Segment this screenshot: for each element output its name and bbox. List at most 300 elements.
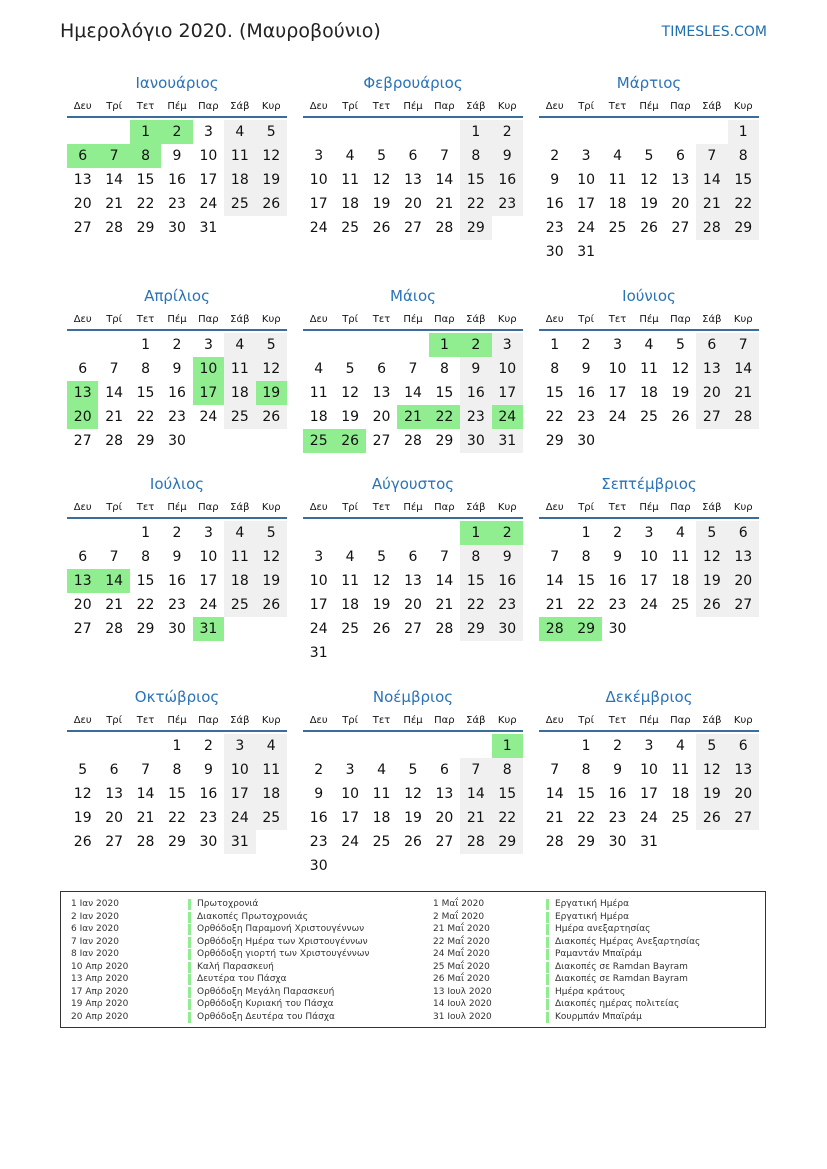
month-block — [539, 285, 759, 453]
day-cell: 30 — [168, 433, 186, 449]
weekday-label: Τετ — [136, 101, 155, 112]
day-cell: 24 — [199, 196, 218, 212]
month-block — [67, 473, 287, 641]
day-cell: 11 — [671, 762, 690, 778]
day-grid — [539, 734, 759, 854]
day-cell: 16 — [168, 385, 186, 401]
weekday-label: Τετ — [608, 715, 627, 726]
month-name: Φεβρουάριος — [363, 74, 463, 92]
day-cell: 31 — [199, 220, 218, 236]
holiday-day-cell: 24 — [492, 405, 523, 429]
day-cell: 25 — [224, 405, 255, 429]
weekday-label: Σάβ — [230, 502, 250, 513]
day-cell: 10 — [492, 357, 523, 381]
day-cell: 14 — [545, 573, 564, 589]
weekday-header — [539, 712, 759, 732]
day-cell: 23 — [608, 810, 627, 826]
weekday-label: Τρί — [578, 715, 595, 726]
holiday-name: Καλή Παρασκευή — [197, 961, 274, 972]
weekday-label: Σάβ — [702, 101, 722, 112]
day-cell: 6 — [408, 549, 418, 565]
weekday-label: Τρί — [342, 314, 359, 325]
day-cell: 6 — [728, 521, 759, 545]
day-cell: 16 — [577, 385, 596, 401]
day-cell: 8 — [460, 144, 491, 168]
weekday-label: Τετ — [136, 502, 155, 513]
day-cell: 6 — [439, 762, 449, 778]
day-cell: 17 — [224, 782, 255, 806]
holiday-date: 24 Μαΐ 2020 — [433, 949, 490, 959]
day-cell: 20 — [404, 196, 422, 212]
day-cell: 7 — [728, 333, 759, 357]
day-cell: 23 — [492, 593, 523, 617]
day-cell: 29 — [577, 834, 596, 850]
empty-cell — [67, 333, 98, 357]
day-cell: 27 — [404, 621, 422, 637]
day-cell: 28 — [105, 433, 124, 449]
holiday-list — [60, 891, 766, 1028]
day-cell: 24 — [640, 810, 658, 826]
day-cell: 29 — [728, 216, 759, 240]
month-block — [303, 285, 523, 453]
weekday-label: Παρ — [198, 715, 219, 726]
empty-cell — [67, 734, 98, 758]
weekday-header — [539, 499, 759, 519]
day-cell: 3 — [644, 525, 654, 541]
holiday-day-cell: 1 — [460, 521, 491, 545]
day-cell: 11 — [640, 361, 658, 377]
day-cell: 15 — [168, 786, 186, 802]
day-cell: 4 — [314, 361, 324, 377]
holiday-marker — [546, 912, 549, 923]
day-cell: 5 — [256, 521, 287, 545]
weekday-label: Πέμ — [403, 101, 423, 112]
day-cell: 8 — [439, 361, 449, 377]
weekday-label: Τετ — [136, 314, 155, 325]
day-cell: 21 — [136, 810, 155, 826]
day-cell: 10 — [199, 148, 218, 164]
holiday-date: 31 Ιουλ 2020 — [433, 1011, 492, 1022]
weekday-label: Σάβ — [466, 101, 486, 112]
holiday-day-cell: 6 — [67, 144, 98, 168]
day-cell: 20 — [105, 810, 124, 826]
day-cell: 15 — [435, 385, 454, 401]
day-cell: 2 — [203, 738, 213, 754]
holiday-marker — [188, 949, 191, 960]
day-cell: 31 — [577, 244, 596, 260]
day-cell: 3 — [345, 762, 355, 778]
weekday-label: Τετ — [372, 715, 391, 726]
day-cell: 9 — [460, 357, 491, 381]
day-cell: 19 — [696, 569, 727, 593]
day-cell: 23 — [168, 196, 186, 212]
empty-cell — [334, 120, 365, 144]
day-cell: 20 — [435, 810, 454, 826]
empty-cell — [366, 734, 397, 758]
day-cell: 9 — [613, 549, 623, 565]
site-link[interactable]: TIMESLES.COM — [661, 24, 767, 40]
holiday-marker — [546, 962, 549, 973]
day-cell: 22 — [168, 810, 186, 826]
holiday-date: 14 Ιουλ 2020 — [433, 999, 492, 1009]
weekday-label: Δευ — [309, 101, 328, 112]
month-name: Απρίλιος — [144, 287, 210, 305]
day-cell: 22 — [136, 196, 155, 212]
day-cell: 24 — [309, 220, 328, 236]
holiday-day-cell: 19 — [256, 381, 287, 405]
empty-cell — [570, 120, 601, 144]
day-cell: 1 — [141, 525, 151, 541]
day-cell: 28 — [105, 621, 124, 637]
weekday-label: Παρ — [434, 715, 455, 726]
holiday-name: Εργατική Ημέρα — [555, 899, 629, 909]
day-cell: 28 — [404, 433, 422, 449]
day-cell: 17 — [199, 573, 218, 589]
day-cell: 14 — [105, 172, 124, 188]
day-cell: 5 — [696, 734, 727, 758]
weekday-label: Τρί — [106, 715, 123, 726]
day-cell: 5 — [408, 762, 418, 778]
holiday-name: Διακοπές Πρωτοχρονιάς — [197, 911, 309, 922]
day-cell: 22 — [492, 806, 523, 830]
weekday-label: Κυρ — [497, 502, 517, 513]
holiday-marker — [546, 987, 549, 998]
weekday-label: Τετ — [608, 314, 627, 325]
day-cell: 30 — [608, 621, 627, 637]
day-cell: 4 — [644, 337, 654, 353]
day-cell: 21 — [728, 381, 759, 405]
day-cell: 21 — [105, 597, 124, 613]
day-cell: 24 — [608, 409, 627, 425]
day-cell: 15 — [460, 168, 491, 192]
day-cell: 12 — [73, 786, 92, 802]
day-cell: 27 — [435, 834, 454, 850]
day-cell: 1 — [460, 120, 491, 144]
day-cell: 27 — [73, 433, 92, 449]
day-cell: 24 — [224, 806, 255, 830]
day-cell: 21 — [545, 810, 564, 826]
weekday-header — [67, 499, 287, 519]
day-cell: 19 — [372, 196, 391, 212]
day-cell: 11 — [341, 172, 360, 188]
day-cell: 15 — [136, 172, 155, 188]
day-cell: 19 — [671, 385, 690, 401]
day-cell: 28 — [136, 834, 155, 850]
holiday-date: 6 Ιαν 2020 — [71, 924, 119, 934]
day-cell: 12 — [696, 758, 727, 782]
weekday-label: Τρί — [578, 502, 595, 513]
empty-cell — [696, 120, 727, 144]
day-cell: 9 — [203, 762, 213, 778]
empty-cell — [366, 521, 397, 545]
holiday-marker — [546, 924, 549, 935]
day-cell: 7 — [550, 762, 560, 778]
empty-cell — [366, 120, 397, 144]
weekday-label: Δευ — [545, 715, 564, 726]
holiday-marker — [546, 899, 549, 910]
day-cell: 12 — [671, 361, 690, 377]
day-cell: 23 — [168, 597, 186, 613]
day-grid — [303, 333, 523, 453]
day-cell: 5 — [696, 521, 727, 545]
weekday-label: Πέμ — [639, 314, 659, 325]
day-cell: 1 — [581, 525, 591, 541]
day-cell: 15 — [577, 573, 596, 589]
day-cell: 28 — [545, 834, 564, 850]
day-cell: 16 — [168, 573, 186, 589]
day-cell: 13 — [73, 172, 92, 188]
weekday-label: Τετ — [608, 101, 627, 112]
day-cell: 21 — [545, 597, 564, 613]
day-cell: 18 — [309, 409, 328, 425]
holiday-name: Δευτέρα του Πάσχα — [197, 974, 287, 984]
day-cell: 21 — [105, 409, 124, 425]
month-name: Μάιος — [390, 287, 436, 305]
day-cell: 20 — [728, 569, 759, 593]
day-grid — [303, 521, 523, 665]
empty-cell — [334, 521, 365, 545]
day-cell: 20 — [728, 782, 759, 806]
day-cell: 6 — [78, 361, 88, 377]
weekday-label: Κυρ — [261, 314, 281, 325]
day-cell: 4 — [256, 734, 287, 758]
day-cell: 25 — [372, 834, 391, 850]
day-cell: 17 — [608, 385, 627, 401]
day-cell: 18 — [372, 810, 391, 826]
day-grid — [67, 734, 287, 854]
day-cell: 19 — [696, 782, 727, 806]
day-cell: 6 — [109, 762, 119, 778]
holiday-name: Διακοπές ημέρας πολιτείας — [555, 999, 680, 1009]
day-cell: 19 — [404, 810, 422, 826]
month-name: Νοέμβριος — [372, 688, 454, 706]
day-cell: 20 — [372, 409, 391, 425]
empty-cell — [397, 120, 428, 144]
weekday-label: Δευ — [545, 314, 564, 325]
day-cell: 3 — [644, 738, 654, 754]
weekday-header — [303, 712, 523, 732]
day-cell: 10 — [640, 549, 658, 565]
day-cell: 12 — [256, 144, 287, 168]
day-cell: 17 — [577, 196, 596, 212]
month-name: Οκτώβριος — [134, 688, 220, 706]
empty-cell — [429, 120, 460, 144]
day-cell: 22 — [577, 597, 596, 613]
day-cell: 22 — [460, 593, 491, 617]
day-cell: 9 — [172, 148, 182, 164]
day-cell: 10 — [341, 786, 360, 802]
day-cell: 16 — [492, 569, 523, 593]
holiday-date: 10 Απρ 2020 — [71, 961, 129, 972]
day-cell: 8 — [492, 758, 523, 782]
holiday-marker — [188, 924, 191, 935]
day-cell: 30 — [309, 858, 328, 874]
day-cell: 12 — [640, 172, 658, 188]
holiday-name: Ορθόδοξη Κυριακή του Πάσχα — [197, 999, 334, 1009]
empty-cell — [98, 734, 129, 758]
weekday-label: Πέμ — [639, 715, 659, 726]
holiday-name: Διακοπές σε Ramdan Bayram — [555, 961, 688, 972]
holiday-date: 17 Απρ 2020 — [71, 986, 129, 997]
holiday-name: Ορθόδοξη γιορτή των Χριστουγέννων — [197, 949, 370, 959]
day-cell: 21 — [460, 806, 491, 830]
day-cell: 20 — [73, 597, 92, 613]
empty-cell — [429, 521, 460, 545]
day-cell: 19 — [256, 569, 287, 593]
day-cell: 14 — [404, 385, 422, 401]
month-block — [303, 686, 523, 878]
day-cell: 9 — [492, 545, 523, 569]
holiday-marker — [188, 937, 191, 948]
day-cell: 30 — [577, 433, 596, 449]
day-cell: 3 — [314, 148, 324, 164]
day-cell: 13 — [728, 545, 759, 569]
day-cell: 18 — [671, 786, 690, 802]
day-cell: 18 — [341, 597, 360, 613]
day-cell: 9 — [172, 361, 182, 377]
day-cell: 24 — [341, 834, 360, 850]
holiday-date: 21 Μαΐ 2020 — [433, 924, 490, 934]
empty-cell — [67, 120, 98, 144]
day-cell: 15 — [728, 168, 759, 192]
month-block — [539, 473, 759, 641]
day-cell: 24 — [309, 621, 328, 637]
day-cell: 12 — [404, 786, 422, 802]
day-cell: 13 — [404, 573, 422, 589]
day-cell: 7 — [408, 361, 418, 377]
holiday-marker — [188, 974, 191, 985]
holiday-day-cell: 20 — [67, 405, 98, 429]
day-cell: 15 — [136, 573, 155, 589]
day-cell: 22 — [136, 597, 155, 613]
day-cell: 2 — [172, 525, 182, 541]
day-cell: 2 — [613, 525, 623, 541]
day-cell: 29 — [168, 834, 186, 850]
day-cell: 27 — [728, 593, 759, 617]
weekday-label: Πέμ — [167, 101, 187, 112]
day-cell: 24 — [640, 597, 658, 613]
day-cell: 8 — [141, 361, 151, 377]
day-cell: 26 — [256, 593, 287, 617]
weekday-label: Δευ — [73, 715, 92, 726]
day-cell: 10 — [199, 549, 218, 565]
day-cell: 26 — [640, 220, 658, 236]
day-cell: 8 — [728, 144, 759, 168]
day-cell: 5 — [345, 361, 355, 377]
day-cell: 18 — [224, 381, 255, 405]
day-cell: 1 — [141, 337, 151, 353]
day-cell: 3 — [203, 337, 213, 353]
weekday-label: Κυρ — [497, 715, 517, 726]
weekday-label: Παρ — [434, 314, 455, 325]
day-cell: 9 — [550, 172, 560, 188]
day-cell: 26 — [256, 405, 287, 429]
day-grid — [539, 521, 759, 641]
holiday-marker — [546, 1012, 549, 1023]
empty-cell — [67, 521, 98, 545]
holiday-name: Διακοπές σε Ramdan Bayram — [555, 974, 688, 984]
day-cell: 20 — [671, 196, 690, 212]
holiday-date: 13 Απρ 2020 — [71, 974, 129, 984]
day-cell: 22 — [136, 409, 155, 425]
day-cell: 6 — [78, 549, 88, 565]
empty-cell — [98, 521, 129, 545]
day-cell: 23 — [199, 810, 218, 826]
weekday-label: Τρί — [342, 101, 359, 112]
holiday-date: 22 Μαΐ 2020 — [433, 936, 490, 947]
weekday-header — [67, 311, 287, 331]
day-cell: 6 — [728, 734, 759, 758]
holiday-day-cell: 22 — [429, 405, 460, 429]
weekday-label: Παρ — [198, 314, 219, 325]
holiday-day-cell: 26 — [334, 429, 365, 453]
day-cell: 23 — [545, 220, 564, 236]
day-cell: 1 — [172, 738, 182, 754]
weekday-label: Τετ — [608, 502, 627, 513]
day-cell: 6 — [377, 361, 387, 377]
empty-cell — [130, 734, 161, 758]
holiday-marker — [188, 962, 191, 973]
day-cell: 30 — [608, 834, 627, 850]
page-title: Ημερολόγιο 2020. (Μαυροβούνιο) — [60, 20, 381, 42]
day-cell: 1 — [581, 738, 591, 754]
weekday-label: Τρί — [106, 101, 123, 112]
weekday-label: Κυρ — [261, 502, 281, 513]
day-cell: 23 — [460, 405, 491, 429]
day-cell: 25 — [341, 621, 360, 637]
day-cell: 27 — [73, 220, 92, 236]
day-cell: 13 — [435, 786, 454, 802]
day-cell: 25 — [341, 220, 360, 236]
empty-cell — [397, 734, 428, 758]
day-cell: 6 — [408, 148, 418, 164]
weekday-label: Κυρ — [497, 101, 517, 112]
day-cell: 25 — [671, 810, 690, 826]
day-cell: 30 — [460, 429, 491, 453]
holiday-date: 2 Μαΐ 2020 — [433, 911, 485, 922]
day-cell: 22 — [577, 810, 596, 826]
weekday-label: Πέμ — [403, 314, 423, 325]
day-cell: 14 — [105, 385, 124, 401]
weekday-label: Παρ — [670, 715, 691, 726]
month-name: Ιανουάριος — [135, 74, 219, 92]
holiday-marker — [188, 999, 191, 1010]
day-cell: 31 — [309, 645, 328, 661]
day-cell: 7 — [696, 144, 727, 168]
day-cell: 6 — [696, 333, 727, 357]
day-cell: 11 — [224, 357, 255, 381]
weekday-label: Δευ — [309, 715, 328, 726]
empty-cell — [397, 521, 428, 545]
weekday-label: Κυρ — [733, 715, 753, 726]
day-cell: 30 — [199, 834, 218, 850]
day-cell: 3 — [492, 333, 523, 357]
day-cell: 18 — [640, 385, 658, 401]
day-cell: 22 — [460, 192, 491, 216]
day-cell: 3 — [314, 549, 324, 565]
day-cell: 29 — [136, 220, 155, 236]
day-cell: 19 — [341, 409, 360, 425]
day-cell: 31 — [492, 429, 523, 453]
holiday-day-cell: 2 — [460, 333, 491, 357]
day-cell: 4 — [675, 738, 685, 754]
day-cell: 12 — [372, 573, 391, 589]
holiday-date: 26 Μαΐ 2020 — [433, 974, 490, 984]
holiday-date: 8 Ιαν 2020 — [71, 949, 119, 959]
weekday-label: Τετ — [372, 502, 391, 513]
empty-cell — [429, 734, 460, 758]
holiday-day-cell: 1 — [429, 333, 460, 357]
